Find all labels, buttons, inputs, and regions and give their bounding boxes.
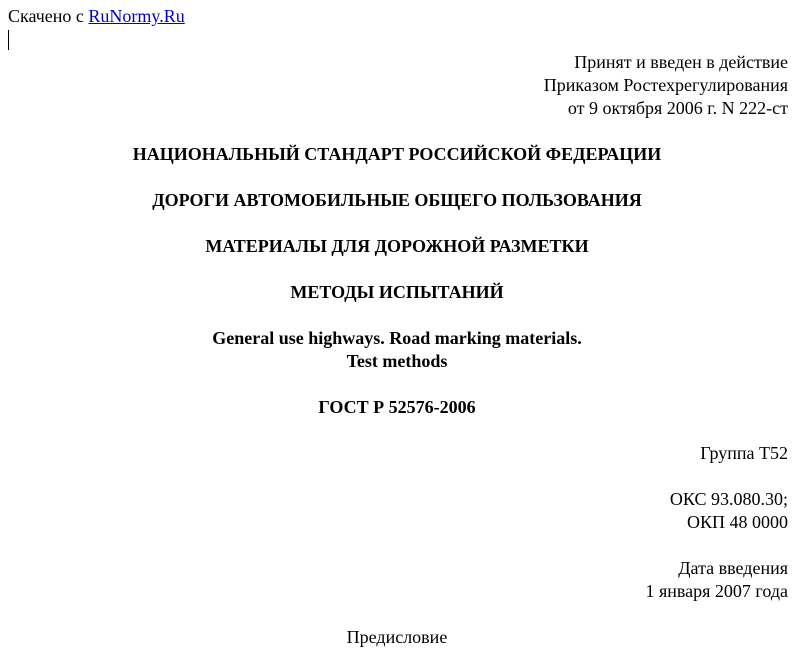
title-standard: НАЦИОНАЛЬНЫЙ СТАНДАРТ РОССИЙСКОЙ ФЕДЕРАЦИИ bbox=[132, 144, 662, 164]
intro-date-value: 1 января 2007 года bbox=[645, 581, 788, 601]
introduction-date bbox=[645, 557, 788, 603]
title-methods: МЕТОДЫ ИСПЫТАНИЙ bbox=[290, 282, 504, 302]
source-line bbox=[8, 5, 185, 27]
intro-date-label: Дата введения bbox=[678, 558, 788, 578]
gost-number: ГОСТ Р 52576-2006 bbox=[318, 397, 476, 417]
title-roads: ДОРОГИ АВТОМОБИЛЬНЫЕ ОБЩЕГО ПОЛЬЗОВАНИЯ bbox=[152, 190, 642, 210]
group-code: Группа Т52 bbox=[700, 443, 788, 463]
oks-code: ОКС 93.080.30; bbox=[669, 489, 788, 509]
source-prefix: Скачено с bbox=[8, 6, 89, 26]
english-title bbox=[0, 327, 794, 373]
foreword-heading: Предисловие bbox=[346, 627, 448, 647]
text-cursor bbox=[8, 30, 9, 50]
runormy-link[interactable]: RuNormy.Ru bbox=[88, 6, 185, 26]
english-title-line-1: General use highways. Road marking materials. bbox=[212, 328, 582, 348]
adoption-line-1: Принят и введен в действие bbox=[574, 52, 788, 72]
title-materials: МАТЕРИАЛЫ ДЛЯ ДОРОЖНОЙ РАЗМЕТКИ bbox=[205, 236, 589, 256]
okp-code: ОКП 48 0000 bbox=[686, 512, 788, 532]
english-title-line-2: Test methods bbox=[346, 351, 448, 371]
adoption-line-3: от 9 октября 2006 г. N 222-ст bbox=[567, 98, 788, 118]
adoption-line-2: Приказом Ростехрегулирования bbox=[543, 75, 788, 95]
adoption-block bbox=[544, 51, 788, 120]
classification-codes bbox=[670, 488, 788, 534]
